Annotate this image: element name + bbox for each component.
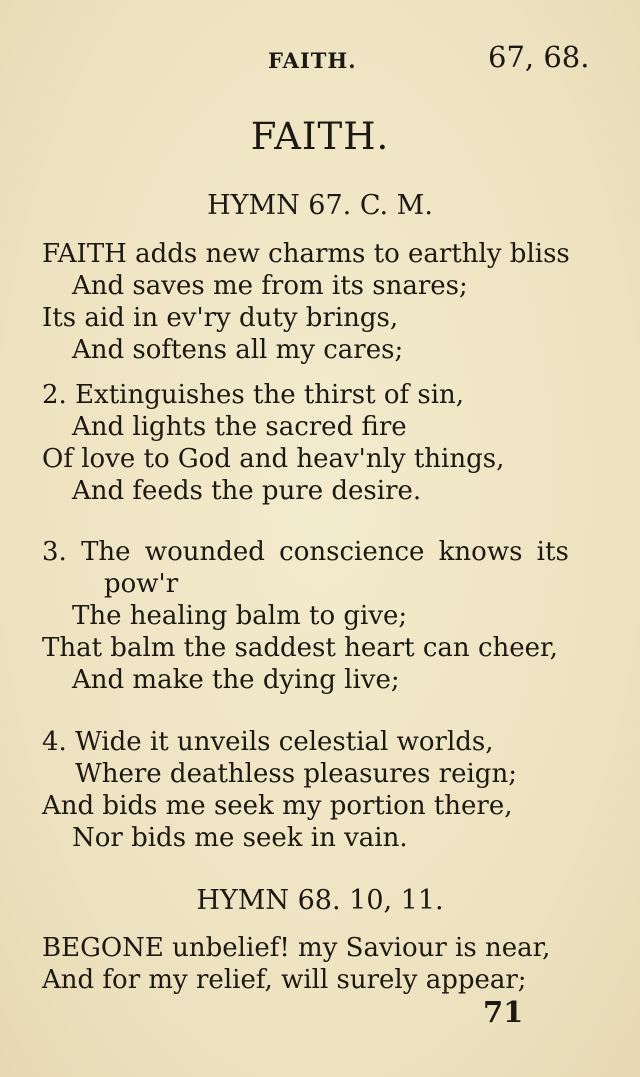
verse-line: 3. The wounded conscience knows its [42, 537, 569, 567]
page-number: 71 [483, 995, 524, 1029]
verse-line: And softens all my cares; [72, 335, 404, 365]
verse-line: Of love to God and heav'nly things, [42, 444, 505, 474]
verse-line: pow'r [104, 569, 179, 599]
verse-line: And make the dying live; [72, 665, 400, 695]
verse-line: 4. Wide it unveils celestial worlds, [42, 727, 494, 757]
verse-line: And feeds the pure desire. [72, 476, 422, 506]
running-head-title: FAITH. [268, 48, 357, 73]
running-head-hymn-numbers: 67, 68. [488, 40, 590, 74]
hymn-heading: HYMN 68. 10, 11. [196, 885, 444, 916]
verse-line: Its aid in ev'ry duty brings, [42, 303, 399, 333]
verse-line: And saves me from its snares; [72, 271, 468, 301]
verse-line: That balm the saddest heart can cheer, [42, 633, 558, 663]
verse-line: 2. Extinguishes the thirst of sin, [42, 380, 465, 410]
hymn-heading: HYMN 67. C. M. [207, 190, 433, 221]
verse-line: The healing balm to give; [72, 601, 408, 631]
verse-line: And lights the sacred fire [72, 412, 407, 442]
verse-line: And for my relief, will surely appear; [42, 965, 527, 995]
verse-line: And bids me seek my portion there, [42, 791, 513, 821]
verse-line: Where deathless pleasures reign; [75, 759, 517, 789]
verse-line: Nor bids me seek in vain. [72, 823, 408, 853]
verse-line: FAITH adds new charms to earthly bliss [42, 239, 570, 269]
section-title: FAITH. [250, 115, 390, 158]
verse-line: BEGONE unbelief! my Saviour is near, [42, 933, 551, 963]
